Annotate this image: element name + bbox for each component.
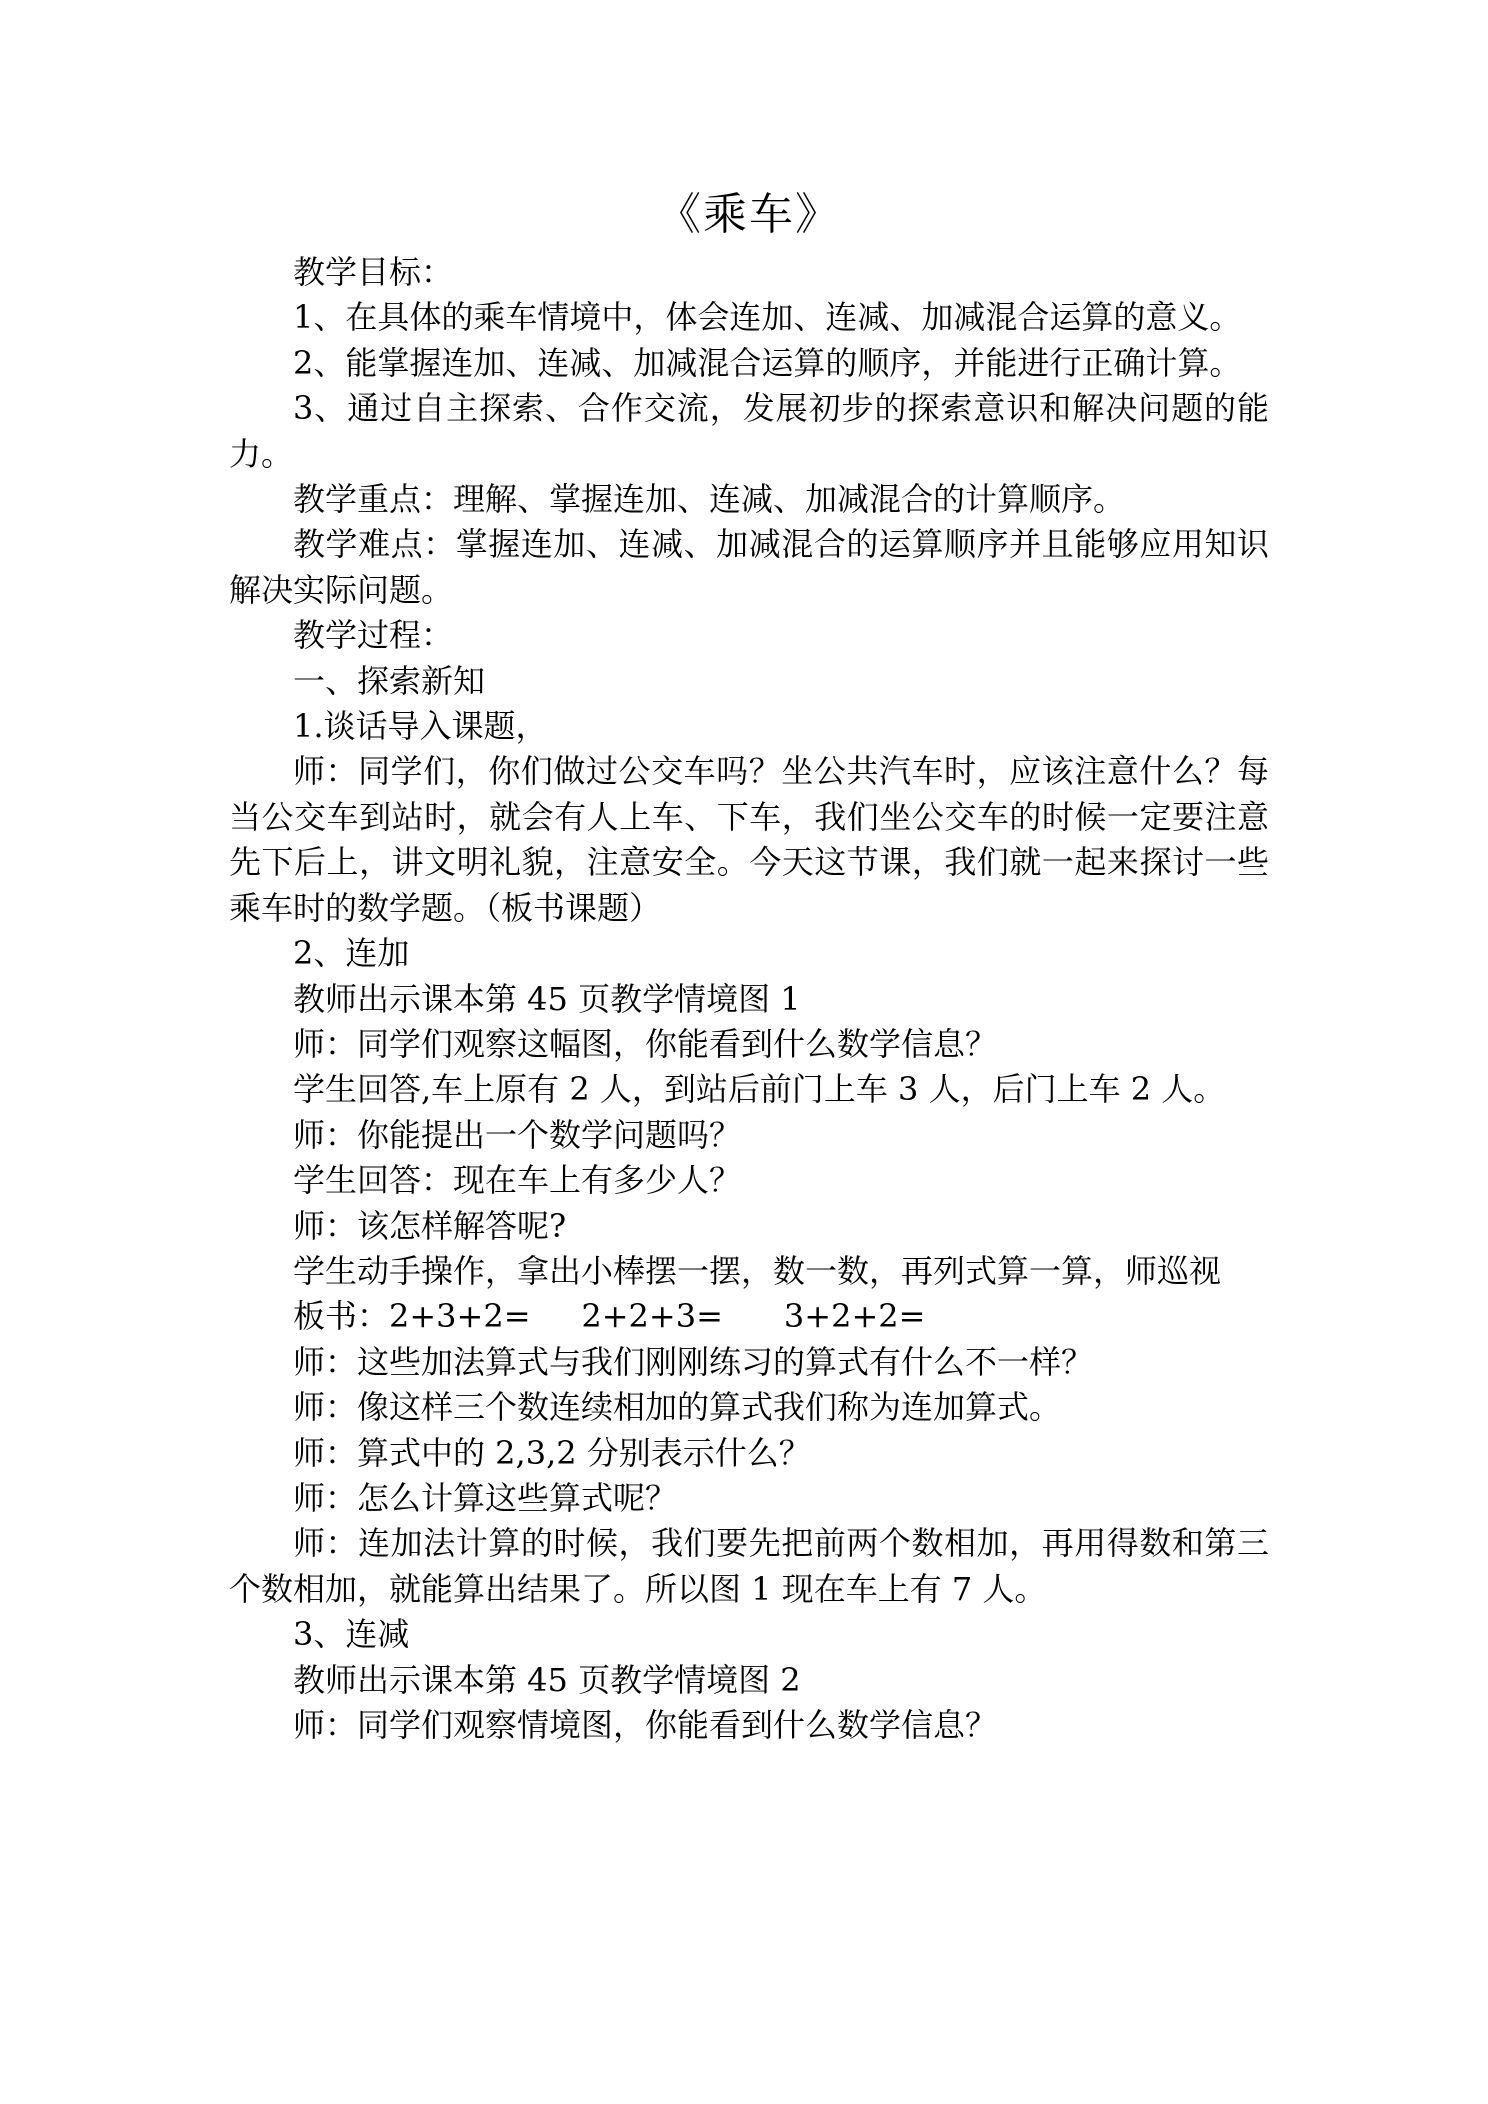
paragraph-intro-dialogue: 师：同学们，你们做过公交车吗？坐公共汽车时，应该注意什么？每当公交车到站时，就会有人上车、下车，我们坐公交车的时候一定要注意先下后上，讲文明礼貌，注意安全。今天这节课，我们就一起来探讨一些乘车时的数学题。（板书课题） [229,752,1269,927]
paragraph-figure-1: 教师出示课本第 45 页教学情境图 1 [293,979,801,1018]
paragraph-dialogue: 师：算式中的 2,3,2 分别表示什么？ [293,1433,811,1472]
paragraph-process-heading: 教学过程： [293,616,454,655]
document-page [229,186,1269,1748]
paragraph-step-3: 3、连减 [293,1615,410,1654]
paragraph-dialogue: 师：同学们观察情境图，你能看到什么数学信息？ [293,1706,998,1744]
paragraph-dialogue: 学生回答,车上原有 2 人，到站后前门上车 3 人，后门上车 2 人。 [293,1070,1226,1109]
paragraph-dialogue: 师：怎么计算这些算式呢？ [293,1478,678,1517]
paragraph-dialogue: 学生动手操作，拿出小棒摆一摆，数一数，再列式算一算，师巡视 [293,1251,1222,1290]
paragraph-key-points: 教学重点：理解、掌握连加、连减、加减混合的计算顺序。 [293,480,1126,519]
paragraph-dialogue: 学生回答：现在车上有多少人？ [293,1161,742,1200]
paragraph-dialogue: 师：这些加法算式与我们刚刚练习的算式有什么不一样？ [293,1342,1094,1381]
paragraph-dialogue: 师：你能提出一个数学问题吗？ [293,1115,742,1154]
document-title: 《乘车》 [657,189,841,240]
paragraph-objective-2: 2、能掌握连加、连减、加减混合运算的顺序，并能进行正确计算。 [293,343,1242,382]
paragraph-objective-1: 1、在具体的乘车情境中，体会连加、连减、加减混合运算的意义。 [293,298,1242,337]
paragraph-difficulties: 教学难点：掌握连加、连减、加减混合的运算顺序并且能够应用知识解决实际问题。 [229,525,1269,609]
paragraph-section-1: 一、探索新知 [293,661,486,700]
paragraph-dialogue: 师：连加法计算的时候，我们要先把前两个数相加，再用得数和第三个数相加，就能算出结果了。所以图 1 现在车上有 7 人。 [229,1524,1269,1608]
paragraph-dialogue: 师：同学们观察这幅图，你能看到什么数学信息？ [293,1024,998,1063]
paragraph-dialogue: 师：该怎样解答呢? [293,1206,567,1245]
paragraph-objectives-heading: 教学目标： [293,253,454,291]
paragraph-step-1: 1.谈话导入课题， [293,707,548,746]
paragraph-figure-2: 教师出示课本第 45 页教学情境图 2 [293,1660,801,1699]
paragraph-step-2: 2、连加 [293,934,410,973]
paragraph-objective-3: 3、通过自主探索、合作交流，发展初步的探索意识和解决问题的能力。 [229,389,1269,473]
paragraph-blackboard: 板书：2+3+2= 2+2+3= 3+2+2= [293,1297,926,1336]
paragraph-dialogue: 师：像这样三个数连续相加的算式我们称为连加算式。 [293,1388,1062,1427]
